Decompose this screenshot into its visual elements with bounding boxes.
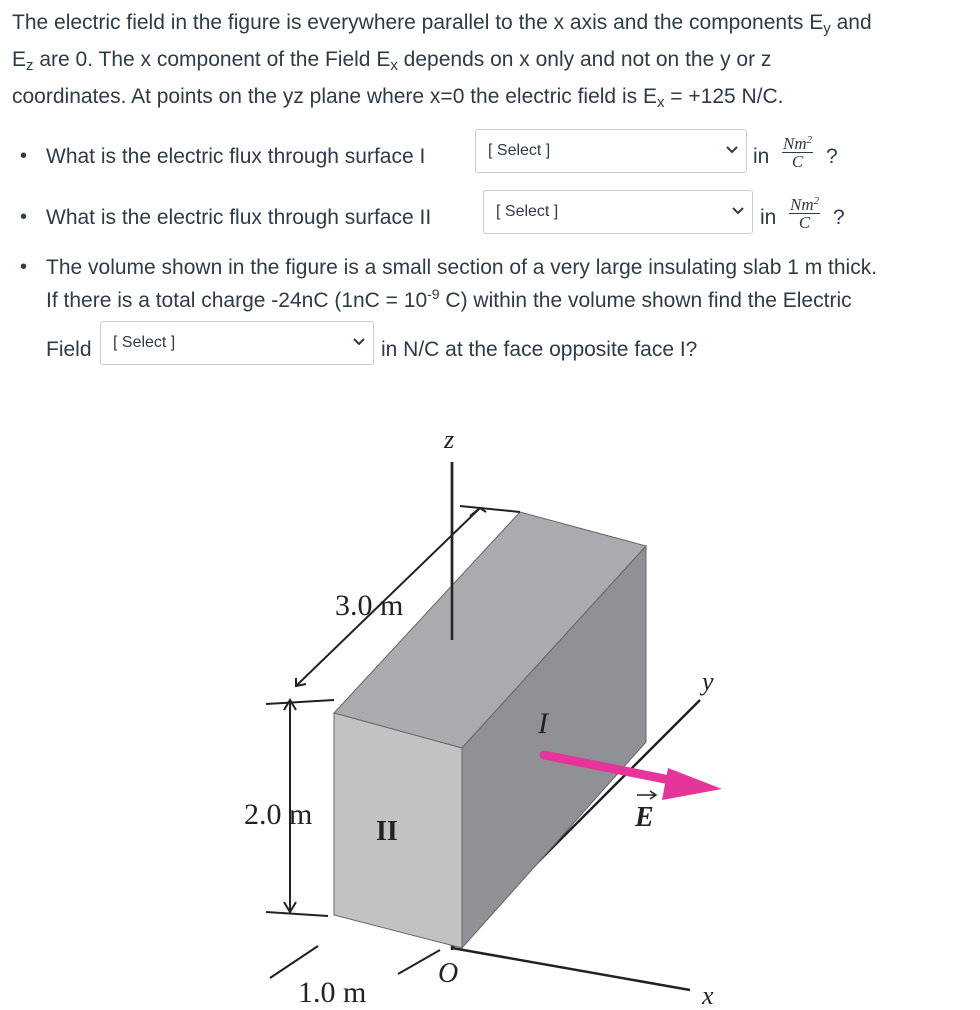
select-value: [ Select ] — [496, 203, 559, 220]
bullet-dot: • — [20, 206, 28, 228]
x-axis — [452, 948, 690, 990]
question-mark: ? — [826, 145, 838, 168]
intro-line-1: The electric field in the figure is everywhere parallel to the x axis and the components $E_y$ and — [12, 11, 872, 37]
intro-line-3: coordinates. At points on the yz plane where x=0 the electric field is $E_x = +125$ N/C. — [12, 85, 784, 111]
slab-face-II — [334, 713, 462, 948]
select-value: [ Select ] — [113, 334, 176, 351]
electric-field-select[interactable] — [100, 321, 374, 365]
question-2-text: What is the electric flux through surface II — [46, 206, 432, 229]
origin-label: O — [438, 958, 459, 989]
surface-2-flux-select[interactable] — [483, 190, 753, 234]
surface-1-flux-select[interactable] — [475, 129, 747, 173]
unit-fraction-nm2-c: $\frac{Nm^2}{C}$ — [783, 134, 813, 171]
field-label: Field — [46, 338, 92, 361]
chevron-down-icon — [726, 145, 738, 155]
unit-fraction-nm2-c: $\frac{Nm^2}{C}$ — [790, 195, 820, 232]
chevron-down-icon — [353, 337, 365, 347]
question-mark: ? — [833, 206, 845, 229]
chevron-down-icon — [732, 206, 744, 216]
question-3-line-2: If there is a total charge -24nC ($1nC = 10^{-9}$ C) within the volume shown find the Electric — [46, 286, 852, 312]
select-value: [ Select ] — [488, 142, 551, 159]
bullet-dot: • — [20, 256, 28, 278]
x-axis-label: x — [702, 981, 714, 1010]
y-axis-label: y — [702, 667, 714, 696]
field-label-E: E — [635, 802, 654, 833]
height-label: 2.0 m — [244, 798, 313, 831]
width-label: 1.0 m — [298, 976, 367, 1009]
field-arrow-head — [662, 768, 722, 800]
face-I-label: I — [538, 707, 548, 740]
unit-prefix: in — [753, 145, 770, 168]
slab-figure — [0, 380, 980, 1010]
z-axis-label: z — [444, 425, 455, 454]
intro-line-2: $E_z$ are 0. The x component of the Field $E_x$ depends on x only and not on the y or z — [12, 48, 772, 74]
question-1-text: What is the electric flux through surface I — [46, 145, 426, 168]
question-3-line-3: in N/C at the face opposite face I? — [381, 338, 698, 361]
problem-statement — [12, 4, 972, 115]
face-II-label: II — [376, 816, 398, 847]
unit-prefix: in — [760, 206, 777, 229]
bullet-dot: • — [20, 145, 28, 167]
depth-label: 3.0 m — [335, 589, 404, 622]
question-3-line-1: The volume shown in the figure is a small section of a very large insulating slab 1 m thick. — [46, 256, 878, 279]
